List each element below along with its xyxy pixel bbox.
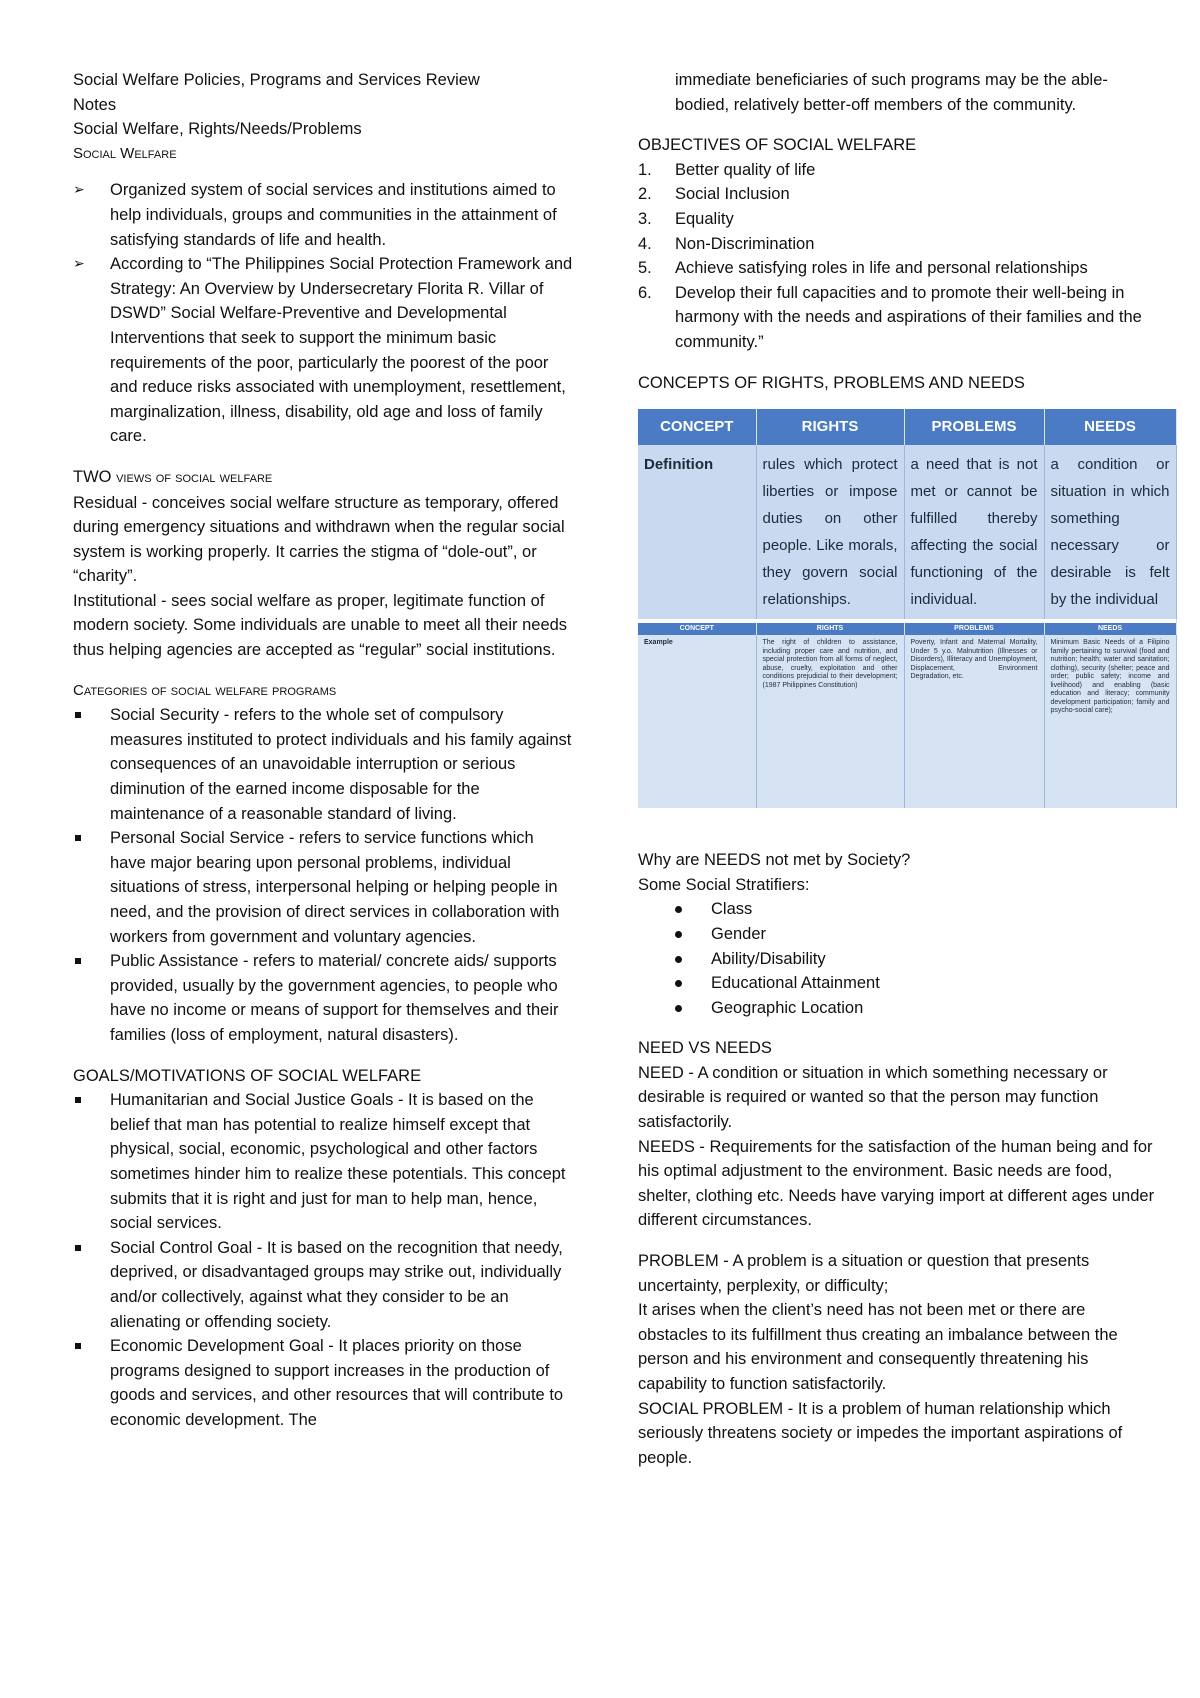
table-cell: a condition or situation in which something necessary or desirable is felt by the individual	[1044, 445, 1176, 619]
heading-part: views of social welfare	[116, 468, 273, 486]
table-cell: a need that is not met or cannot be fulfilled thereby affecting the social functioning of the individual.	[904, 445, 1044, 619]
table-row	[638, 635, 1176, 808]
row-label: Definition	[638, 445, 756, 619]
list-item: Educational Attainment	[638, 971, 1158, 996]
right-column	[638, 68, 1170, 1470]
doc-subtitle: Social Welfare, Rights/Needs/Problems	[73, 120, 362, 139]
list-item	[638, 207, 1158, 232]
list-item: Gender	[638, 922, 1158, 947]
table-cell: The right of children to assistance, including proper care and nutrition, and special protection from all forms of neglect, abuse, cruelty, exploitation and other conditions prejudicial to their development; (1987 Philippines Constitution)	[756, 635, 904, 808]
list-text: Develop their full capacities and to promote their well-being in harmony with the needs and aspirations of their families and the community.”	[675, 283, 1142, 351]
objectives-list	[638, 158, 1158, 355]
list-item: ➢ According to “The Philippines Social Protection Framework and Strategy: An Overview by Undersecretary Florita R. Villar of DSWD” Social Welfare-Preventive and Developmental Interventions that seek to support the minimum basic requirements of the poor, particularly the poorest of the poor and reduce risks associated with unemployment, resettlement, marginalization, illness, disability, old age and loss of family care.	[73, 252, 573, 449]
section-heading-social-welfare: Social Welfare	[73, 144, 177, 162]
residual-paragraph: Residual - conceives social welfare structure as temporary, offered during emergency situations and withdrawn when the regular social system is working properly. It carries the stigma of “dole-out”, or “charity”.	[73, 493, 565, 586]
list-item	[638, 256, 1158, 281]
table-row	[638, 445, 1176, 619]
problem-continuation: It arises when the client’s need has not been met or there are obstacles to its fulfillment thus creating an imbalance between the person and his environment and consequently threatening his capability to function satisfactorily.	[638, 1301, 1118, 1393]
table-header-row	[638, 623, 1176, 635]
table-header-cell: NEEDS	[1044, 623, 1176, 635]
table-header-cell: PROBLEMS	[904, 409, 1044, 445]
doc-title-line1: Social Welfare Policies, Programs and Services Review	[73, 71, 480, 89]
list-number: 4.	[638, 234, 652, 253]
list-item: ➢ Organized system of social services and institutions aimed to help individuals, groups and communities in the attainment of satisfying standards of life and health.	[73, 178, 573, 252]
left-column	[73, 68, 573, 1432]
list-text: Social Inclusion	[675, 185, 790, 204]
list-number: 3.	[638, 209, 652, 228]
needs-definition: NEEDS - Requirements for the satisfaction of the human being and for his optimal adjustment to the environment. Basic needs are food, shelter, clothing etc. Needs have varying import at different ages under different circumstances.	[638, 1137, 1155, 1230]
list-item: Humanitarian and Social Justice Goals - It is based on the belief that man has potential to realize himself except that physical, social, economic, psychological and other factors sometimes hinder him to realize these potentials. This concept submits that it is right and just for man to help man, hence, social services.	[73, 1088, 573, 1236]
table-header-cell: CONCEPT	[638, 409, 756, 445]
list-text: Better quality of life	[675, 160, 816, 179]
doc-title-line2: Notes	[73, 95, 117, 114]
list-number: 1.	[638, 160, 652, 179]
section-heading-categories: Categories of social welfare programs	[73, 681, 337, 699]
row-label: Example	[638, 635, 756, 808]
table-cell: Poverty, Infant and Maternal Mortality, Under 5 y.o. Malnutrition (Illnesses or Disorders), Illiteracy and Unemployment, Displacement, Environment Degradation, etc.	[904, 635, 1044, 808]
social-welfare-bullets	[73, 178, 573, 449]
list-item	[638, 281, 1158, 355]
section-heading-goals: GOALS/MOTIVATIONS OF SOCIAL WELFARE	[73, 1066, 422, 1085]
table-header-cell: PROBLEMS	[904, 623, 1044, 635]
section-heading-objectives: OBJECTIVES OF SOCIAL WELFARE	[638, 136, 917, 155]
list-item: Class	[638, 897, 1158, 922]
table-header-cell: RIGHTS	[756, 623, 904, 635]
list-item: Ability/Disability	[638, 947, 1158, 972]
table-header-cell: RIGHTS	[756, 409, 904, 445]
list-item	[638, 182, 1158, 207]
why-needs-heading: Why are NEEDS not met by Society?	[638, 851, 911, 870]
problem-definition: PROBLEM - A problem is a situation or question that presents uncertainty, perplexity, or difficulty;	[638, 1252, 1090, 1295]
section-heading-concepts: CONCEPTS OF RIGHTS, PROBLEMS AND NEEDS	[638, 373, 1025, 392]
need-definition: NEED - A condition or situation in which something necessary or desirable is required or wanted so that the person may function satisfactorily.	[638, 1063, 1108, 1132]
list-number: 6.	[638, 283, 652, 302]
need-vs-needs-heading: NEED VS NEEDS	[638, 1039, 772, 1058]
section-heading-two-views	[73, 465, 573, 491]
list-item	[638, 232, 1158, 257]
heading-part: TWO	[73, 467, 112, 486]
table-header-cell: CONCEPT	[638, 623, 756, 635]
list-item: Social Security - refers to the whole set of compulsory measures instituted to protect individuals and his family against consequences of an unavoidable interruption or serious diminution of the earned income disposable for the maintenance of a reasonable standard of living.	[73, 703, 573, 826]
list-number: 2.	[638, 185, 652, 204]
list-item: Personal Social Service - refers to service functions which have major bearing upon personal problems, individual situations of stress, interpersonal helping or helping people in need, and the provision of direct services in collaboration with workers from government and voluntary agencies.	[73, 826, 573, 949]
list-text: Non-Discrimination	[675, 234, 815, 253]
goals-list	[73, 1088, 573, 1432]
list-item	[638, 158, 1158, 183]
concepts-table	[638, 409, 1177, 808]
table-header-cell: NEEDS	[1044, 409, 1176, 445]
table-cell: Minimum Basic Needs of a Filipino family pertaining to survival (food and nutrition; health; water and sanitation; clothing), security (shelter; peace and order; public safety; income and livelihood) and enabling (basic education and literacy; community development participation; family and psycho-social care);	[1044, 635, 1176, 808]
institutional-paragraph: Institutional - sees social welfare as proper, legitimate function of modern society. Some individuals are unable to meet all their needs thus helping agencies are accepted as “regular” social institutions.	[73, 591, 568, 660]
table-header-row	[638, 409, 1176, 445]
list-item: Geographic Location	[638, 996, 1158, 1021]
list-text: Equality	[675, 209, 734, 228]
table-cell: rules which protect liberties or impose duties on other people. Like morals, they govern social relationships.	[756, 445, 904, 619]
stratifiers-list	[638, 897, 1158, 1020]
list-item: Public Assistance - refers to material/ concrete aids/ supports provided, usually by the government agencies, to people who have no income or means of support for themselves and their families (loss of employment, natural disasters).	[73, 949, 573, 1047]
categories-list	[73, 703, 573, 1047]
list-item: Economic Development Goal - It places priority on those programs designed to support increases in the production of goods and services, and other resources that will contribute to economic development. The	[73, 1334, 573, 1432]
social-problem-definition: SOCIAL PROBLEM - It is a problem of human relationship which seriously threatens society or impedes the important aspirations of people.	[638, 1399, 1123, 1467]
goals-continuation: immediate beneficiaries of such programs may be the able-bodied, relatively better-off members of the community.	[675, 71, 1108, 114]
stratifiers-heading: Some Social Stratifiers:	[638, 875, 810, 894]
list-item: Social Control Goal - It is based on the recognition that needy, deprived, or disadvantaged groups may strike out, individually and/or collectively, against what they consider to be an alienating or offending society.	[73, 1236, 573, 1334]
list-text: Achieve satisfying roles in life and personal relationships	[675, 259, 1088, 278]
list-number: 5.	[638, 259, 652, 278]
